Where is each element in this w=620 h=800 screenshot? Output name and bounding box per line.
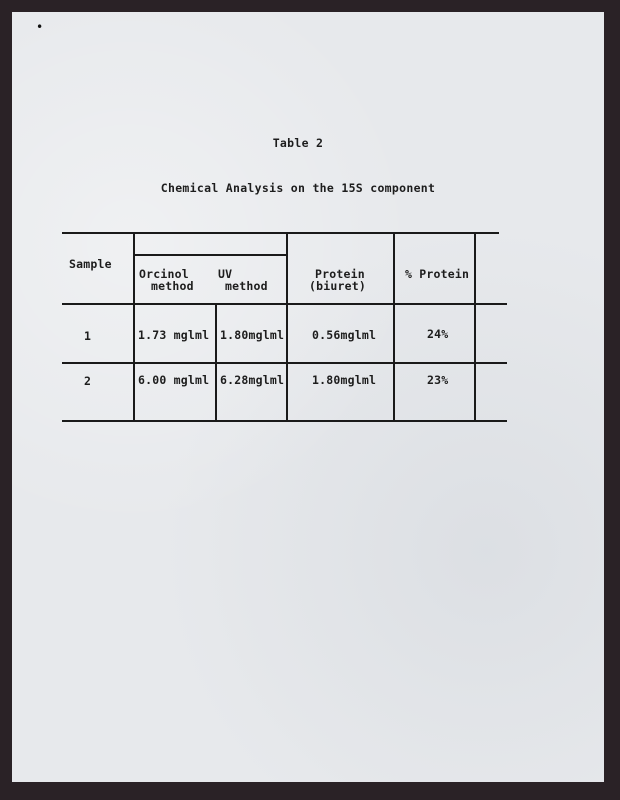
- table-top-rule: [62, 232, 499, 234]
- row-divider-rule: [62, 362, 507, 364]
- table-number: Table 2: [272, 136, 324, 150]
- header-uv-line1: UV: [218, 267, 233, 281]
- row2-pct: 23%: [427, 373, 449, 387]
- row1-pct: 24%: [427, 327, 449, 341]
- col-rule-orcinol-uv: [215, 305, 217, 422]
- col-rule-protein: [393, 232, 395, 422]
- header-orcinol-line2: method: [151, 279, 194, 293]
- header-uv-line2: method: [225, 279, 268, 293]
- col-rule-methods: [286, 232, 288, 422]
- header-protein-line2: (biuret): [309, 279, 366, 293]
- corner-mark: •: [36, 20, 44, 34]
- row1-protein: 0.56mglml: [312, 328, 377, 342]
- row2-orcinol: 6.00 mglml: [138, 373, 210, 387]
- header-protein-line1: Protein: [315, 267, 365, 281]
- header-pct-protein: % Protein: [405, 267, 470, 281]
- header-bottom-rule: [62, 303, 507, 305]
- header-orcinol-line1: Orcinol: [139, 267, 189, 281]
- paper-sheet: [12, 12, 604, 782]
- row2-protein: 1.80mglml: [312, 373, 377, 387]
- row1-sample: 1: [84, 329, 92, 343]
- col-rule-sample: [133, 232, 135, 422]
- col-rule-pct: [474, 232, 476, 422]
- row1-orcinol: 1.73 mglml: [138, 328, 210, 342]
- table-caption: Chemical Analysis on the 15S component: [160, 181, 436, 195]
- row2-uv: 6.28mglml: [220, 373, 285, 387]
- row2-sample: 2: [84, 374, 92, 388]
- row1-uv: 1.80mglml: [220, 328, 285, 342]
- table-bottom-rule: [62, 420, 507, 422]
- method-group-rule: [134, 254, 287, 256]
- header-sample: Sample: [69, 257, 112, 271]
